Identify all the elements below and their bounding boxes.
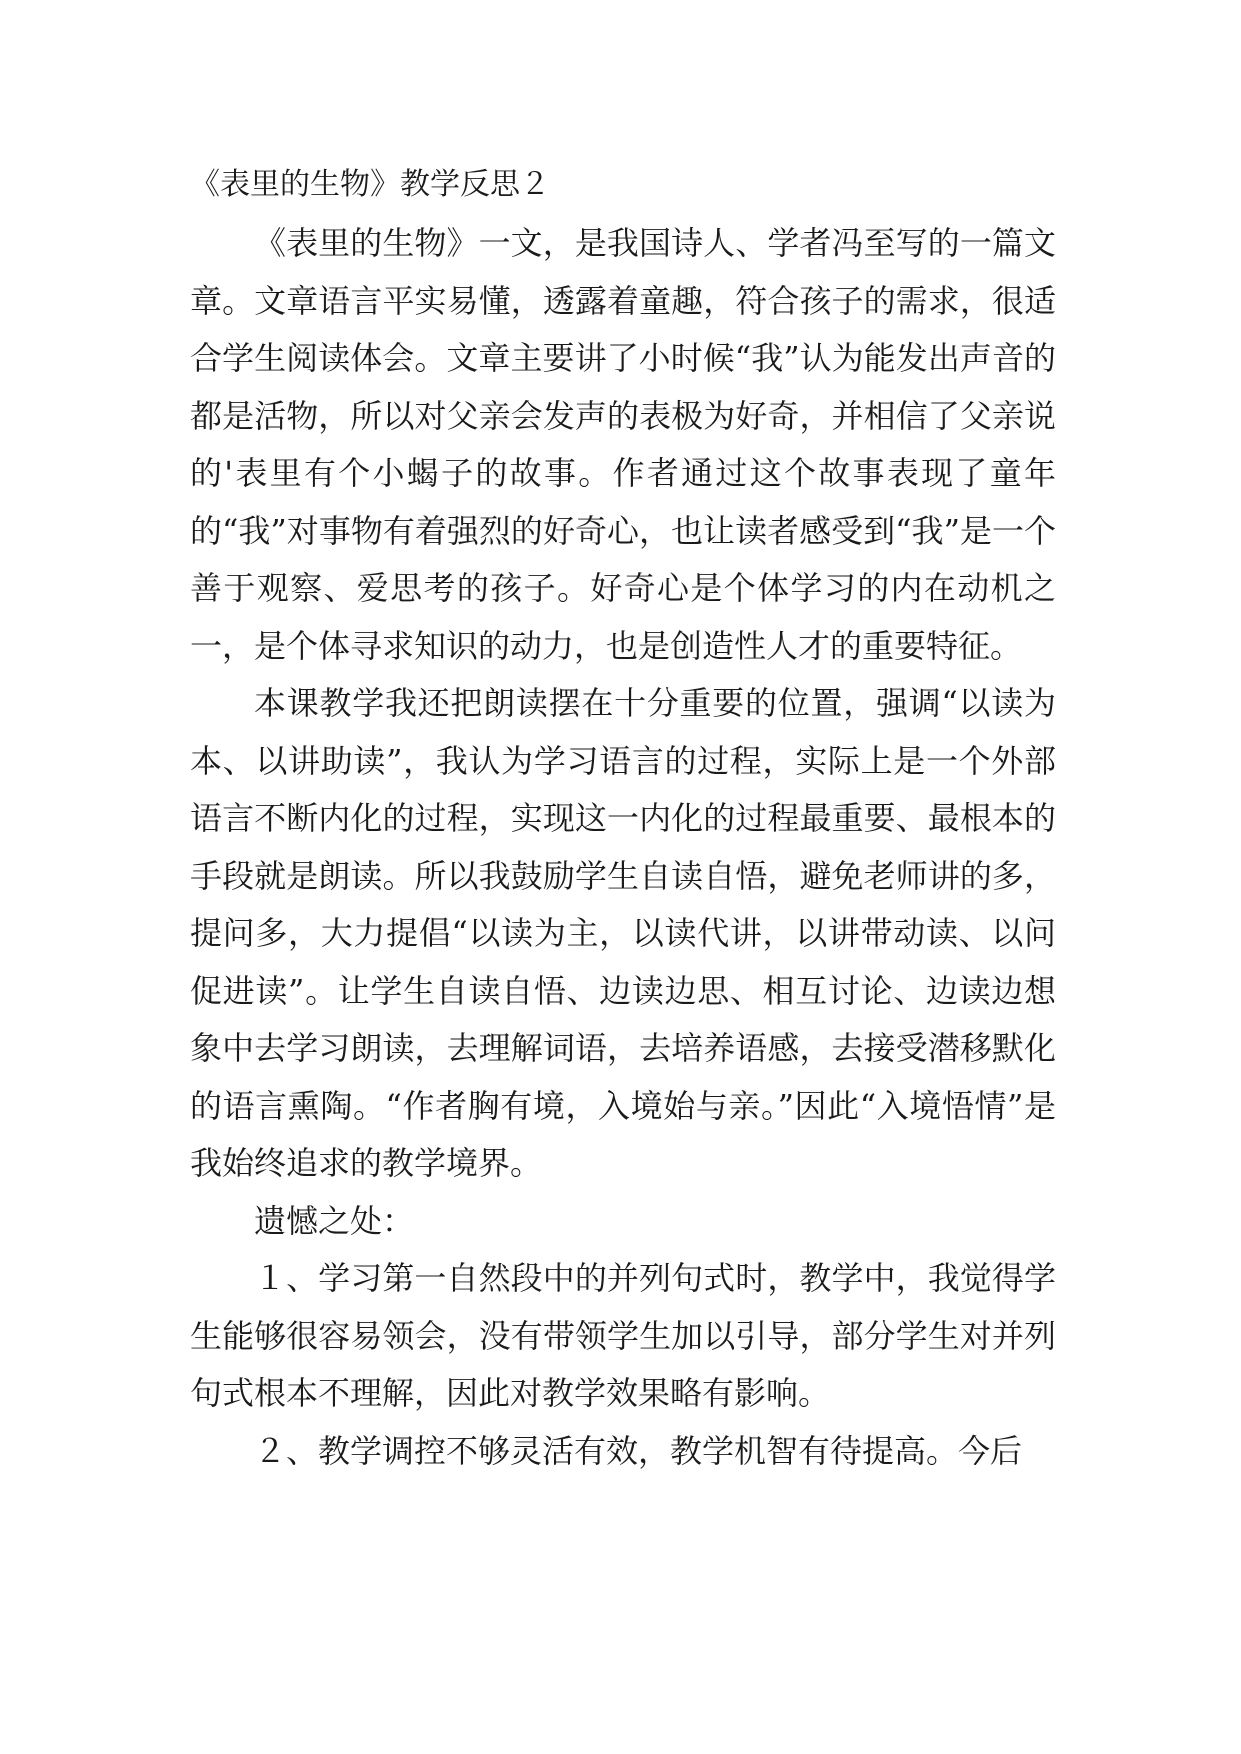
paragraph-regrets-heading: 遗憾之处： (254, 1201, 415, 1240)
paragraph-regret-1: １、学习第一自然段中的并列句式时，教学中，我觉得学生能够很容易领会，没有带领学生加以引导，部分学生对并列句式根本不理解，因此对教学效果略有影响。 (190, 1259, 1056, 1412)
paragraph-regret-2: ２、教学调控不够灵活有效，教学机智有待提高。今后 (254, 1431, 1023, 1470)
document-body (190, 215, 1056, 1480)
paragraph-reading-method: 本课教学我还把朗读摆在十分重要的位置，强调“以读为本、以讲助读”，我认为学习语言的过程，实际上是一个外部语言不断内化的过程，实现这一内化的过程最重要、最根本的手段就是朗读。所以我鼓励学生自读自悟，避免老师讲的多，提问多，大力提倡“以读为主，以读代讲，以讲带动读、以问促进读”。让学生自读自悟、边读边思、相互讨论、边读边想象中去学习朗读，去理解词语，去培养语感，去接受潜移默化的语言熏陶。“作者胸有境，入境始与亲。”因此“入境悟情”是我始终追求的教学境界。 (190, 684, 1056, 1182)
paragraph-intro: 《表里的生物》一文，是我国诗人、学者冯至写的一篇文章。文章语言平实易懂，透露着童趣，符合孩子的需求，很适合学生阅读体会。文章主要讲了小时候“我”认为能发出声音的都是活物，所以对父亲会发声的表极为好奇，并相信了父亲说的'表里有个小蝎子的故事。作者通过这个故事表现了童年的“我”对事物有着强烈的好奇心，也让读者感受到“我”是一个善于观察、爱思考的孩子。好奇心是个体学习的内在动机之一，是个体寻求知识的动力，也是创造性人才的重要特征。 (190, 224, 1056, 665)
document-title: 《表里的生物》教学反思２ (190, 167, 550, 202)
